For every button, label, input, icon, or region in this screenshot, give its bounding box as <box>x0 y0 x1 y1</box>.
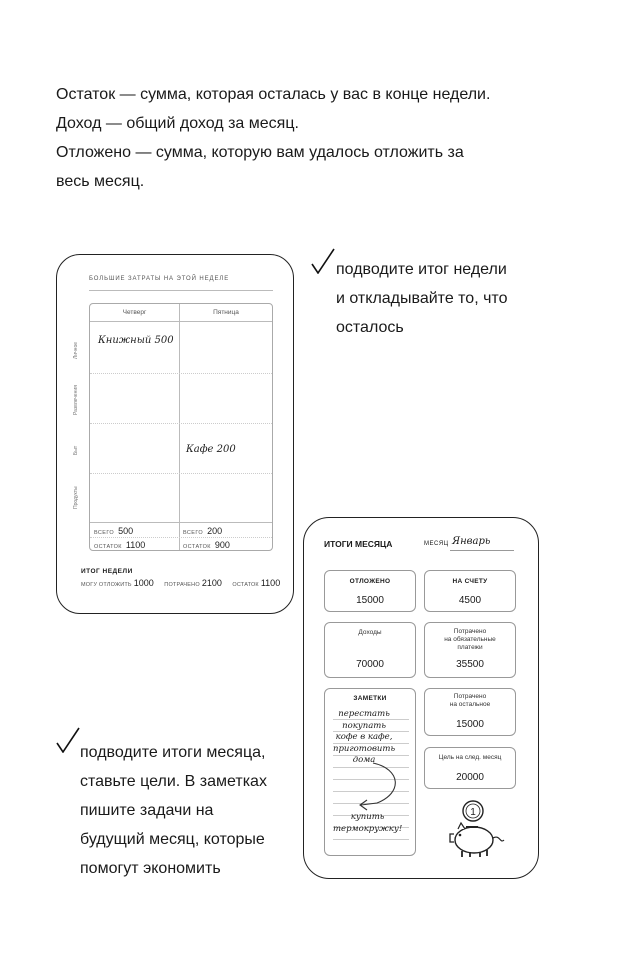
intro-line-saved: Отложено — сумма, которую вам удалось отложить за <box>56 144 464 161</box>
month-value: Январь <box>452 536 491 547</box>
row-label-groceries: Продукты <box>73 486 79 509</box>
month-label: МЕСЯЦ <box>424 541 449 547</box>
header-divider <box>90 321 272 322</box>
saved-value: 15000 <box>356 595 384 606</box>
month-underline <box>450 550 514 551</box>
other-spent-box: Потрачено на остальное 15000 <box>424 688 516 736</box>
notes-task-1: перестать покупать кофе в кафе, приготовить дома <box>333 709 396 766</box>
intro-line-income: Доход — общий доход за месяц. <box>56 115 299 132</box>
can-save-value: 1000 <box>133 578 154 588</box>
coin-number: 1 <box>470 807 476 818</box>
row-label-household: Быт <box>73 445 79 455</box>
row-label-entertainment: Развлечения <box>73 385 79 415</box>
piggy-bank-icon <box>444 798 508 860</box>
week-summary-row: МОГУ ОТЛОЖИТЬ 1000 ПОТРАЧЕНО 2100 ОСТАТОК 1100 <box>81 578 281 588</box>
title-underline <box>89 290 273 291</box>
thursday-total: ВСЕГО 500 <box>94 526 134 536</box>
row-divider <box>90 423 272 424</box>
friday-total: ВСЕГО 200 <box>183 526 223 536</box>
notes-task-2: купить термокружку! <box>333 812 403 834</box>
intro-line-saved-cont: весь месяц. <box>56 173 145 190</box>
row-divider <box>90 373 272 374</box>
saved-box: ОТЛОЖЕНО 15000 <box>324 570 416 612</box>
goal-value: 20000 <box>456 772 484 783</box>
column-friday: Пятница <box>213 309 239 316</box>
checkmark-icon <box>56 727 80 753</box>
notes-box: ЗАМЕТКИ перестать покупать кофе в кафе, приготовить дома купить термокружку! <box>324 688 416 856</box>
totals-divider <box>90 522 272 523</box>
spent-value: 2100 <box>201 578 222 588</box>
totals-row-divider <box>90 537 272 538</box>
week-remainder-value: 1100 <box>260 578 281 588</box>
intro-text <box>56 80 576 196</box>
column-thursday: Четверг <box>122 309 147 316</box>
income-box: Доходы 70000 <box>324 622 416 678</box>
weekly-expenses-title: БОЛЬШИЕ ЗАТРАТЫ НА ЭТОЙ НЕДЕЛЕ <box>89 276 230 282</box>
monthly-summary-title: ИТОГИ МЕСЯЦА <box>324 539 393 549</box>
on-account-box: НА СЧЕТУ 4500 <box>424 570 516 612</box>
row-divider <box>90 473 272 474</box>
weekly-table <box>89 303 273 551</box>
thursday-remainder: ОСТАТОК 1100 <box>94 540 146 550</box>
mandatory-value: 35500 <box>456 659 484 670</box>
other-spent-value: 15000 <box>456 719 484 730</box>
intro-line-remainder: Остаток — сумма, которая осталась у вас в конце недели. <box>56 86 491 103</box>
week-summary-title: ИТОГ НЕДЕЛИ <box>81 568 133 575</box>
checkmark-icon <box>311 248 335 274</box>
week-tip: подводите итог недели и откладывайте то, что осталось <box>336 261 508 336</box>
income-value: 70000 <box>356 659 384 670</box>
friday-remainder: ОСТАТОК 900 <box>183 540 230 550</box>
goal-box: Цель на след. месяц 20000 <box>424 747 516 789</box>
monthly-summary-card <box>303 517 539 879</box>
on-account-value: 4500 <box>458 595 482 606</box>
month-tip: подводите итоги месяца, ставьте цели. В заметках пишите задачи на будущий месяц, которые помогут экономить <box>80 744 267 877</box>
mandatory-box: Потрачено на обязательные платежи 35500 <box>424 622 516 678</box>
friday-household-entry: Кафе 200 <box>186 444 236 455</box>
thursday-personal-entry: Книжный 500 <box>98 335 174 346</box>
row-label-personal: Личное <box>73 341 79 359</box>
weekly-planner-card <box>56 254 294 614</box>
column-divider <box>179 304 180 550</box>
curved-arrow-icon <box>343 759 407 813</box>
